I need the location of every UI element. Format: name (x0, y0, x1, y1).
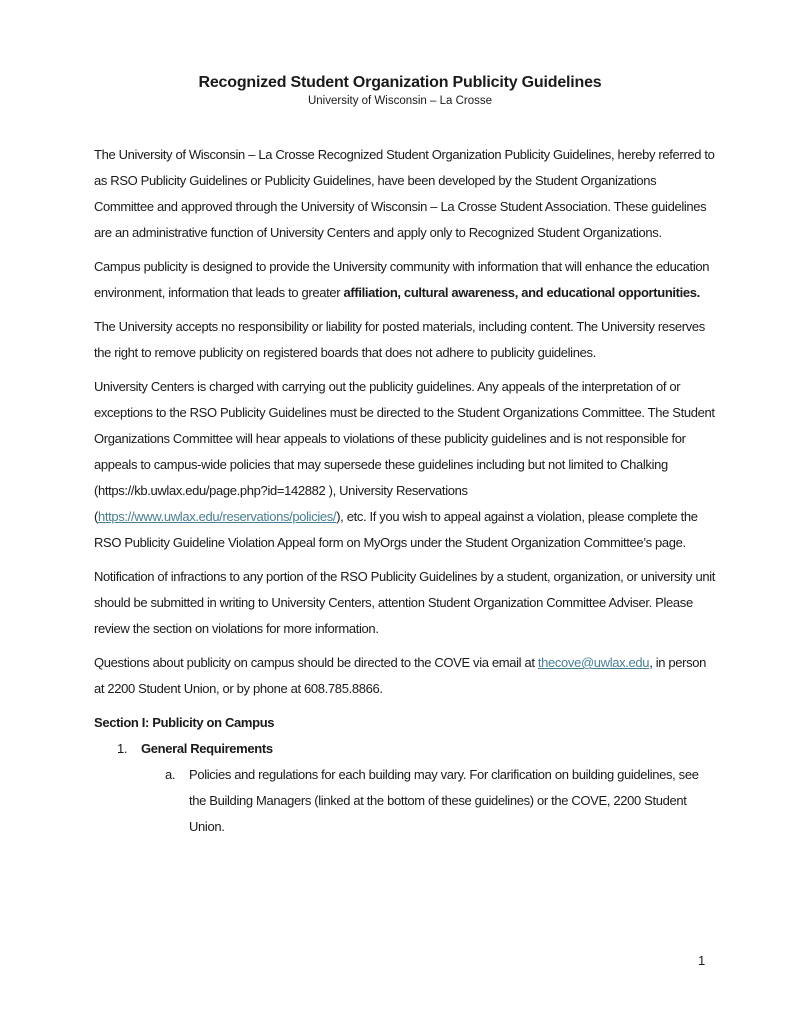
paragraph-campus-publicity-text: Campus publicity is designed to provide the University community with information that will enhance the education environment, information that leads to greater (94, 259, 710, 300)
paragraph-questions-text: Questions about publicity on campus should be directed to the COVE via email at (94, 655, 538, 670)
paragraph-questions-text-end: , in person at 2200 Student Union, or by phone at 608.785.8866. (94, 655, 707, 696)
list-item (94, 736, 716, 762)
sub-list-item-text: Policies and regulations for each building may vary. For clarification on building guidelines, see the Building Managers (linked at the bottom of these guidelines) or the COVE, 2200 Student Union. (189, 767, 699, 834)
paragraph-notification (94, 564, 716, 642)
paragraph-campus-publicity-bold: affiliation, cultural awareness, and educational opportunities. (343, 285, 700, 300)
list-item-label: General Requirements (141, 741, 273, 756)
paragraph-responsibility (94, 314, 716, 366)
section-heading: Section I: Publicity on Campus (94, 715, 275, 730)
paragraph-questions (94, 650, 716, 702)
document-subtitle: University of Wisconsin – La Crosse (307, 95, 493, 107)
page-number: 1 (698, 953, 706, 968)
paragraph-intro (94, 142, 716, 246)
reservations-policies-link[interactable]: https://www.uwlax.edu/reservations/policies/ (97, 509, 337, 524)
document-body (94, 142, 716, 840)
cove-email-link[interactable]: thecove@uwlax.edu (537, 655, 650, 670)
paragraph-appeals-text-end: ), etc. If you wish to appeal against a violation, please complete the RSO Publicity Guideline Violation Appeal form on MyOrgs under the Student Organization Committee’s page. (94, 509, 698, 550)
sub-list-item (94, 762, 716, 840)
paragraph-responsibility-text: The University accepts no responsibility or liability for posted materials, including content. The University reserves the right to remove publicity on registered boards that does not adhere to publicity guidelines. (94, 319, 705, 360)
list-item-number: 1. (117, 741, 128, 756)
document-title: Recognized Student Organization Publicity Guidelines (198, 74, 602, 91)
paragraph-intro-text: The University of Wisconsin – La Crosse Recognized Student Organization Publicity Guidelines, hereby referred to as RSO Publicity Guidelines or Publicity Guidelines, have been developed by the Student Organizations Committee and approved through the University of Wisconsin – La Crosse Student Association. These guidelines are an administrative function of University Centers and apply only to Recognized Student Organizations. (94, 147, 715, 240)
paragraph-campus-publicity (94, 254, 716, 306)
paragraph-notification-text: Notification of infractions to any portion of the RSO Publicity Guidelines by a student, organization, or university unit should be submitted in writing to University Centers, attention Student Organization Committee Adviser. Please review the section on violations for more information. (94, 569, 716, 636)
sub-list-item-letter: a. (165, 767, 176, 782)
paragraph-appeals (94, 374, 716, 556)
paragraph-appeals-text: University Centers is charged with carrying out the publicity guidelines. Any appeals of the interpretation of or exceptions to the RSO Publicity Guidelines must be directed to the Student Organizations Committee. The Student Organizations Committee will hear appeals to violations of these publicity guidelines and is not responsible for appeals to campus-wide policies that may supersede these guidelines including but not limited to Chalking (https://kb.uwlax.edu/page.php?id=142882 ), University Reservations ( (94, 379, 715, 524)
